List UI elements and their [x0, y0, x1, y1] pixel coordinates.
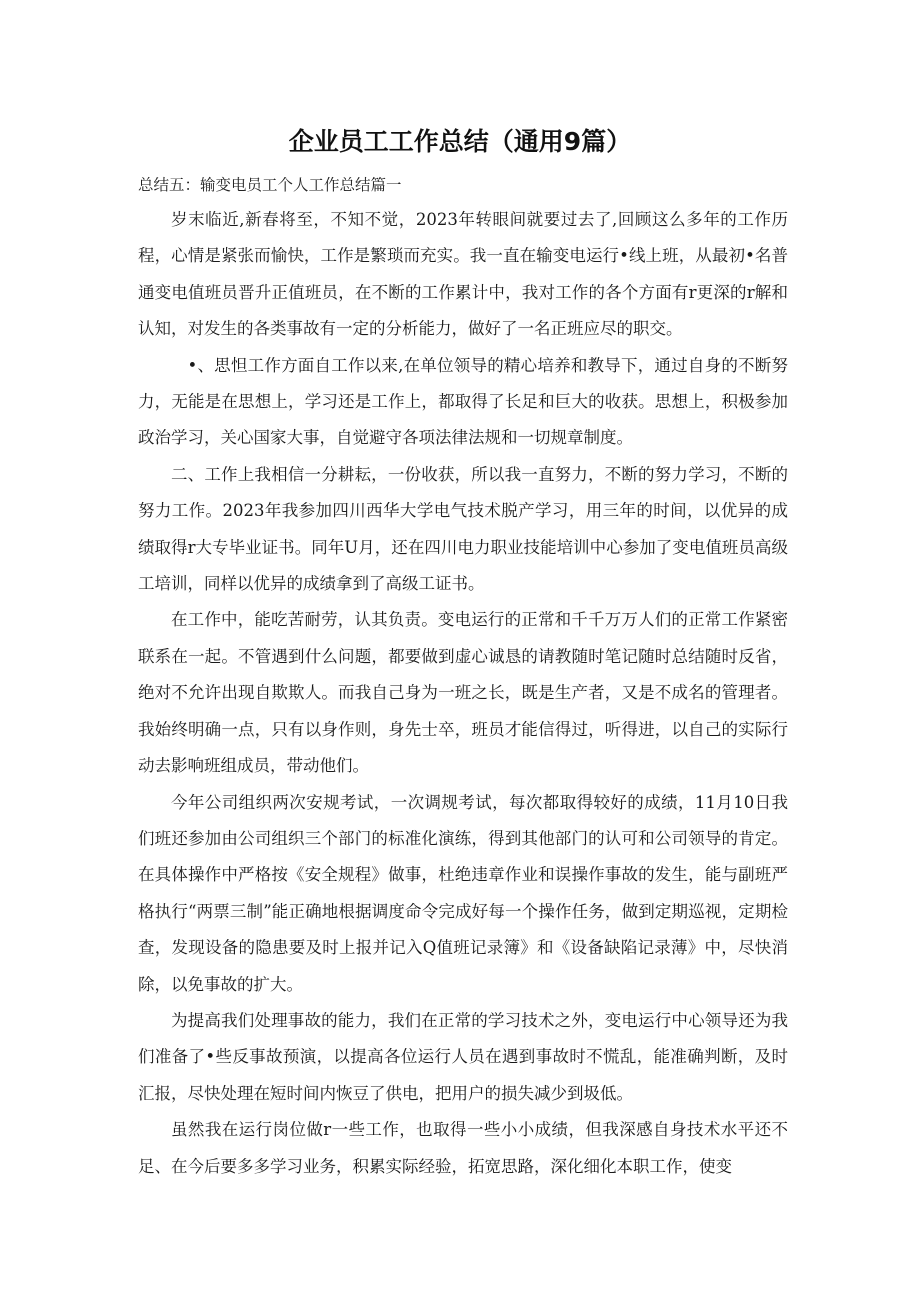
paragraph-exams: 今年公司组织两次安规考试，一次调规考试，每次都取得较好的成绩，11月10日我们班还参加由公司组织三个部门的标准化演练，得到其他部门的认可和公司领导的肯定。在具体操作中严格按《安全规程》做事，杜绝违章作业和误操作事故的发生，能与副班严格执行“两票三制”能正确地根据调度命令完成好每一个操作任务，做到定期巡视，定期检查，发现设备的隐患要及时上报并记入Q值班记录簿》和《设备缺陷记录薄》中，尽快消除，以免事故的扩大。: [138, 792, 788, 994]
paragraph-drills: 为提高我们处理事故的能力，我们在正常的学习技术之外，变电运行中心领导还为我们准备了•些反事故预演，以提高各位运行人员在遇到事故时不慌乱，能准确判断，及时汇报，尽快处理在短时间内恢豆了供电，把用户的损失减少到圾低。: [138, 1010, 788, 1103]
paragraph-conclusion: 虽然我在运行岗位做r一些工作，也取得一些小小成绩，但我深感自身技术水平还不足、在今后要多多学习业务，积累实际经验，拓宽思路，深化细化本职工作，使变: [138, 1120, 788, 1176]
paragraph-intro: 岁末临近,新春将至，不知不觉，2023年转眼间就要过去了,回顾这么多年的工作历程，心情是紧张而愉快，工作是繁琐而充实。我一直在输变电运行•线上班，从最初•名普通变电值班员晋升正值班员，在不断的工作累计中，我对工作的各个方面有r更深的r解和认知，对发生的各类事故有一定的分析能力，做好了一名正班应尽的职交。: [138, 210, 788, 339]
paragraph-diligence: 在工作中，能吃苦耐劳，认其负责。变电运行的正常和千千万万人们的正常工作紧密联系在一起。不管遇到什么问题，都要做到虚心诚恳的请教随时笔记随时总结随时反省，绝对不允许出现自欺欺人。而我自己身为一班之长，既是生产者，又是不成名的管理者。我始终明确一点，只有以身作则，身先士卒，班员才能信得过，听得进，以自己的实际行动去影响班组成员，带动他们。: [138, 610, 788, 776]
paragraph-thought: •、思怛工作方面自工作以来,在单位领导的精心培养和教导下，通过自身的不断努力，无能是在思想上，学习还是工作上，都取得了长足和巨大的收获。思想上，积极参加政治学习，关心国家大事，自觉避守各项法律法规和一切规章制度。: [138, 355, 788, 448]
section-subtitle: 总结五：输变电员工个人工作总结篇一: [138, 176, 402, 194]
paragraph-work: 二、工作上我相信一分耕耘，一份收获，所以我一直努力，不断的努力学习，不断的努力工作。2023年我参加四川西华大学电气技术脱产学习，用三年的时间，以优异的成绩取得r大专毕业证书。同年U月，还在四川电力职业技能培训中心参加了变电值班员高级工培训，同样以优异的成绩拿到了高级工证书。: [138, 464, 788, 594]
document-title: 企业员工工作总结（通用9篇）: [288, 127, 632, 156]
document-body: [138, 202, 788, 1185]
